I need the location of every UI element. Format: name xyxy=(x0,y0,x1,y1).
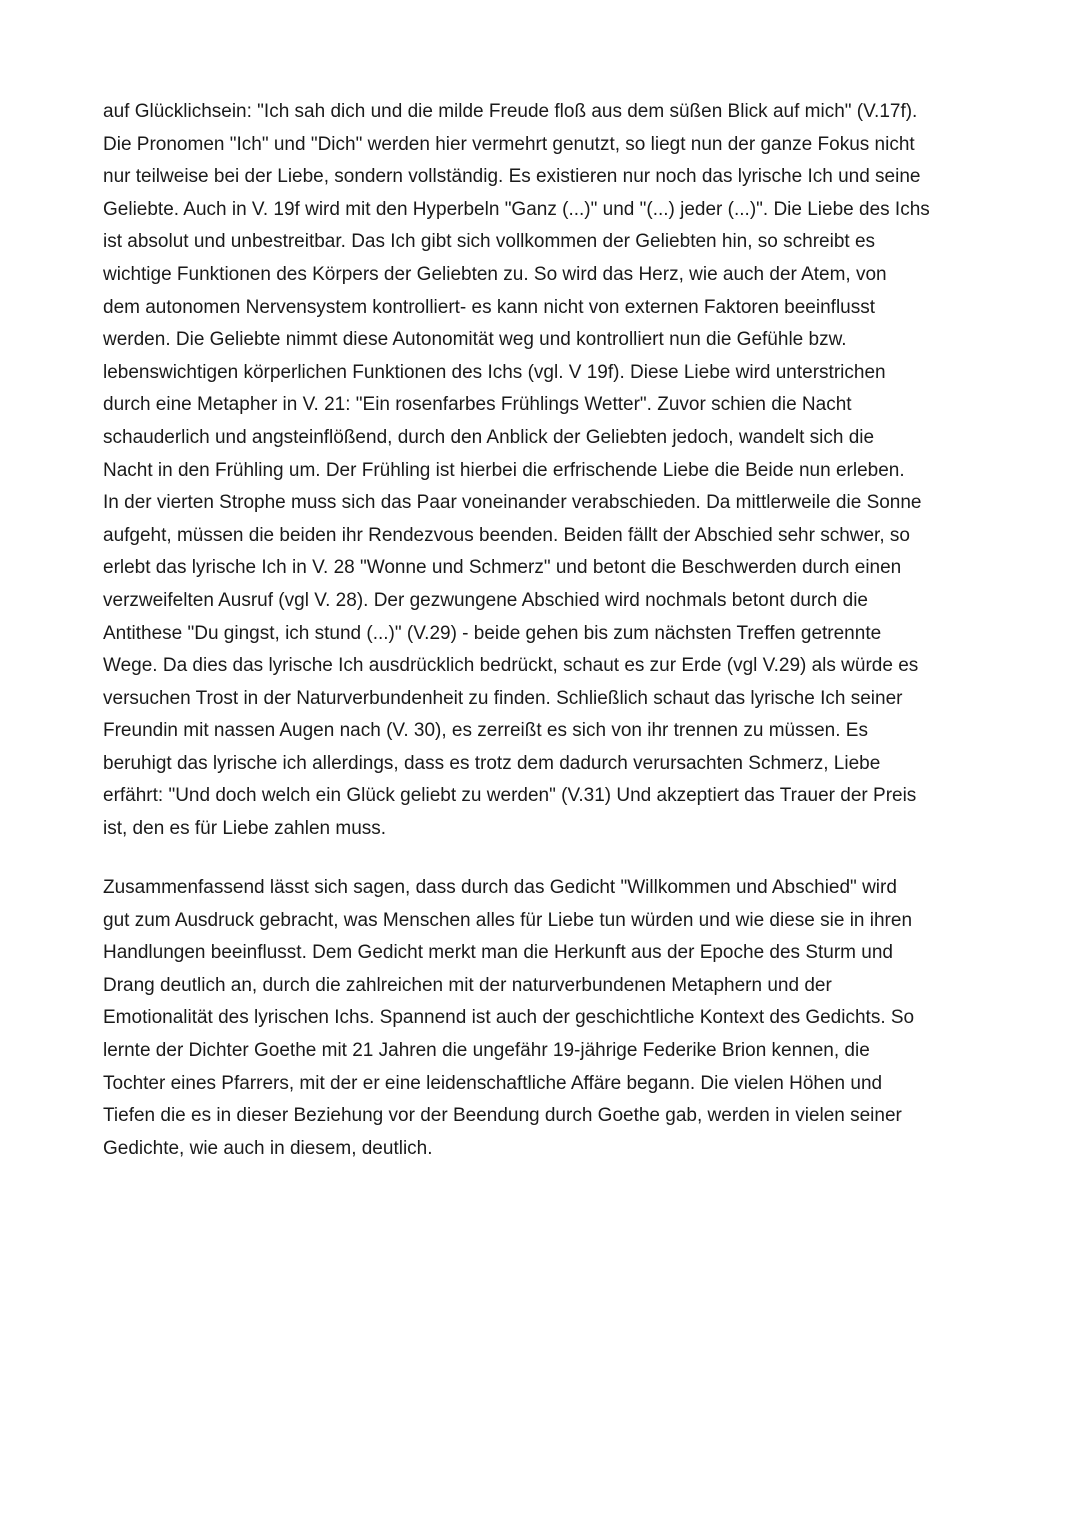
text-line: Tiefen die es in dieser Beziehung vor der Beendung durch Goethe gab, werden in vielen seiner xyxy=(103,1105,902,1127)
text-line: In der vierten Strophe muss sich das Paar voneinander verabschieden. Da mittlerweile die Sonne xyxy=(103,492,922,514)
text-line: Gedichte, wie auch in diesem, deutlich. xyxy=(103,1137,433,1159)
paragraph-analysis xyxy=(103,96,1003,846)
text-line: versuchen Trost in der Naturverbundenheit zu finden. Schließlich schaut das lyrische Ich seiner xyxy=(103,687,903,709)
text-line: wichtige Funktionen des Körpers der Geliebten zu. So wird das Herz, wie auch der Atem, von xyxy=(103,263,887,285)
paragraph-conclusion xyxy=(103,872,1003,1165)
text-line: schauderlich und angsteinflößend, durch den Anblick der Geliebten jedoch, wandelt sich die xyxy=(103,426,875,448)
text-line: aufgeht, müssen die beiden ihr Rendezvous beenden. Beiden fällt der Abschied sehr schwer, so xyxy=(103,524,910,546)
text-line: Emotionalität des lyrischen Ichs. Spannend ist auch der geschichtliche Kontext des Gedichts. So xyxy=(103,1007,915,1029)
text-line: lernte der Dichter Goethe mit 21 Jahren die ungefähr 19-jährige Federike Brion kennen, die xyxy=(103,1039,870,1061)
text-line: Tochter eines Pfarrers, mit der er eine leidenschaftliche Affäre begann. Die vielen Höhen und xyxy=(103,1072,883,1094)
text-line: Zusammenfassend lässt sich sagen, dass durch das Gedicht "Willkommen und Abschied" wird xyxy=(103,877,897,898)
text-line: durch eine Metapher in V. 21: "Ein rosenfarbes Frühlings Wetter". Zuvor schien die Nacht xyxy=(103,394,852,416)
text-line: Antithese "Du gingst, ich stund (...)" (V.29) - beide gehen bis zum nächsten Treffen getrennte xyxy=(103,622,882,644)
text-line: verzweifelten Ausruf (vgl V. 28). Der gezwungene Abschied wird nochmals betont durch die xyxy=(103,589,869,611)
text-line: gut zum Ausdruck gebracht, was Menschen alles für Liebe tun würden und wie diese sie in ihren xyxy=(103,909,913,931)
text-line: werden. Die Geliebte nimmt diese Autonomität weg und kontrolliert nun die Gefühle bzw. xyxy=(103,329,847,351)
text-line: erlebt das lyrische Ich in V. 28 "Wonne und Schmerz" und betont die Beschwerden durch einen xyxy=(103,557,902,579)
text-line: erfährt: "Und doch welch ein Glück geliebt zu werden" (V.31) Und akzeptiert das Trauer der Preis xyxy=(103,785,917,807)
text-line: Handlungen beeinflusst. Dem Gedicht merkt man die Herkunft aus der Epoche des Sturm und xyxy=(103,942,893,964)
text-line: Nacht in den Frühling um. Der Frühling ist hierbei die erfrischende Liebe die Beide nun erleben. xyxy=(103,459,905,481)
text-line: beruhigt das lyrische ich allerdings, dass es trotz dem dadurch verursachten Schmerz, Liebe xyxy=(103,752,881,774)
text-line: nur teilweise bei der Liebe, sondern vollständig. Es existieren nur noch das lyrische Ich und seine xyxy=(103,166,921,188)
text-line: lebenswichtigen körperlichen Funktionen des Ichs (vgl. V 19f). Diese Liebe wird unterstrichen xyxy=(103,361,886,383)
text-line: Die Pronomen "Ich" und "Dich" werden hier vermehrt genutzt, so liegt nun der ganze Fokus nicht xyxy=(103,133,915,155)
text-line: ist absolut und unbestreitbar. Das Ich gibt sich vollkommen der Geliebten hin, so schreibt es xyxy=(103,231,876,253)
text-line: Freundin mit nassen Augen nach (V. 30), es zerreißt es sich von ihr trennen zu müssen. Es xyxy=(103,720,868,742)
text-line: Wege. Da dies das lyrische Ich ausdrücklich bedrückt, schaut es zur Erde (vgl V.29) als würde es xyxy=(103,655,919,677)
text-line: ist, den es für Liebe zahlen muss. xyxy=(103,818,387,840)
text-line: Geliebte. Auch in V. 19f wird mit den Hyperbeln "Ganz (...)" und "(...) jeder (...)". Die Liebe des Ichs xyxy=(103,198,930,220)
text-line: Drang deutlich an, durch die zahlreichen mit der naturverbundenen Metaphern und der xyxy=(103,974,832,996)
text-line: dem autonomen Nervensystem kontrolliert- es kann nicht von externen Faktoren beeinflusst xyxy=(103,296,876,318)
text-line: auf Glücklichsein: "Ich sah dich und die milde Freude floß aus dem süßen Blick auf mich" (V.17f). xyxy=(103,101,918,122)
